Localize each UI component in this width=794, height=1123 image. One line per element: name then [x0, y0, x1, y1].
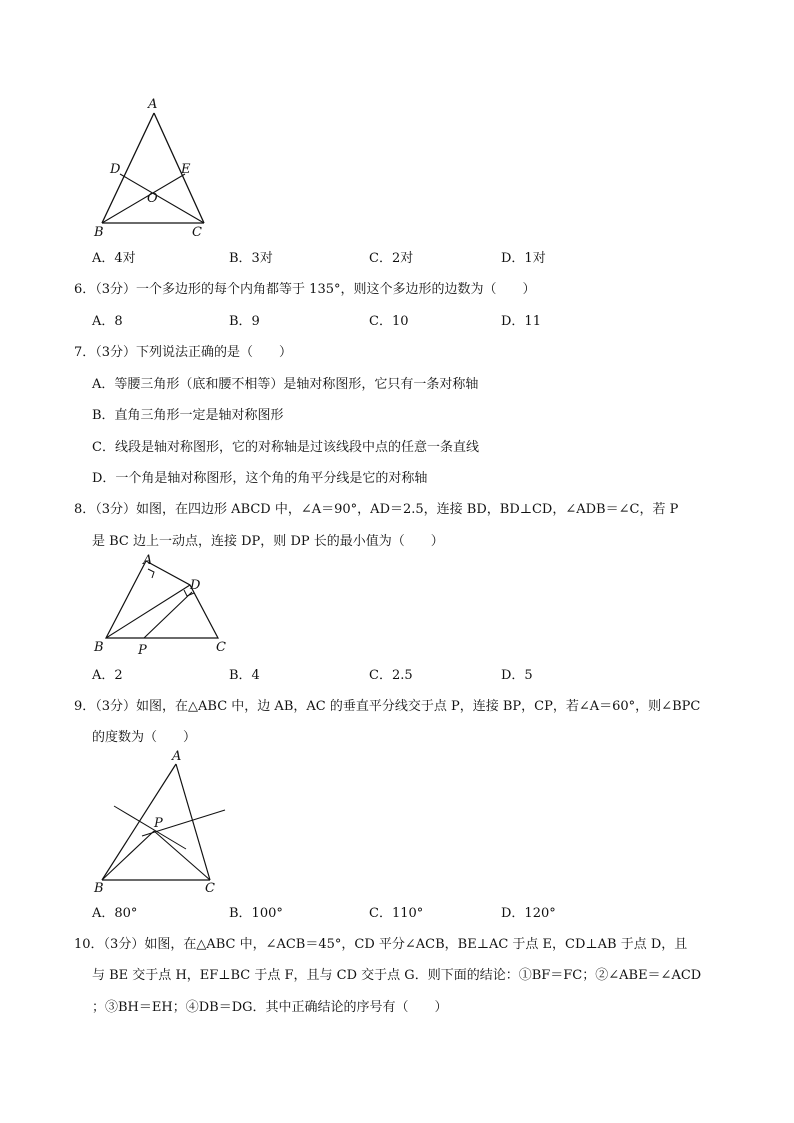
q6-options — [92, 310, 712, 330]
label-B: B — [94, 640, 104, 655]
label-A: A — [172, 749, 182, 764]
label-D: D — [110, 162, 121, 177]
q7-option-b: B．直角三角形一定是轴对称图形 — [92, 408, 284, 423]
label-C: C — [216, 640, 226, 655]
q7-option-a: A．等腰三角形（底和腰不相等）是轴对称图形，它只有一条对称轴 — [92, 377, 479, 392]
q5-option-b: B．3对 — [229, 251, 273, 266]
q8-stem-line2: 是 BC 边上一动点，连接 DP，则 DP 长的最小值为（ ） — [92, 534, 444, 549]
label-P: P — [154, 816, 163, 831]
q7-option-d: D．一个角是轴对称图形，这个角的角平分线是它的对称轴 — [92, 471, 428, 486]
q8-option-a: A．2 — [92, 668, 123, 683]
q9-option-d: D．120° — [501, 906, 556, 921]
label-C: C — [192, 225, 202, 240]
q9-option-a: A．80° — [92, 906, 138, 921]
label-O: O — [147, 191, 158, 206]
label-B: B — [94, 225, 104, 240]
q8-stem-line1: 8．（3分）如图，在四边形 ABCD 中，∠A＝90°，AD＝2.5，连接 BD，BD⊥CD，∠ADB＝∠C，若 P — [74, 502, 679, 517]
q9-stem-line2: 的度数为（ ） — [92, 730, 197, 745]
q9-stem-line1: 9．（3分）如图，在△ABC 中，边 AB，AC 的垂直平分线交于点 P，连接 BP，CP，若∠A＝60°，则∠BPC — [74, 699, 701, 714]
q8-option-c: C．2.5 — [369, 668, 413, 683]
q6-stem: 6．（3分）一个多边形的每个内角都等于 135°，则这个多边形的边数为（ ） — [74, 282, 536, 297]
q8-option-b: B．4 — [229, 668, 260, 683]
triangle-figure-q5 — [88, 95, 218, 240]
q6-option-d: D．11 — [501, 314, 541, 329]
q6-option-c: C．10 — [369, 314, 409, 329]
q9-options — [92, 902, 712, 922]
label-P: P — [138, 643, 147, 658]
q5-option-c: C．2对 — [369, 251, 414, 266]
label-A: A — [143, 553, 153, 568]
triangle-figure-q9 — [88, 744, 238, 894]
q6-option-a: A．8 — [92, 314, 123, 329]
label-D: D — [190, 578, 201, 593]
label-C: C — [205, 881, 215, 896]
q10-stem-line3: ；③BH＝EH；④DB＝DG．其中正确结论的序号有（ ） — [92, 1000, 448, 1015]
q5-options — [92, 247, 712, 267]
q7-stem: 7．（3分）下列说法正确的是（ ） — [74, 345, 293, 360]
label-E: E — [181, 162, 191, 177]
q10-stem-line1: 10．（3分）如图，在△ABC 中，∠ACB＝45°，CD 平分∠ACB，BE⊥AC 于点 E，CD⊥AB 于点 D，且 — [74, 937, 688, 952]
label-B: B — [94, 881, 104, 896]
q10-stem-line2: 与 BE 交于点 H，EF⊥BC 于点 F，且与 CD 交于点 G．则下面的结论：①BF＝FC；②∠ABE＝∠ACD — [92, 968, 702, 983]
label-A: A — [148, 97, 158, 112]
q6-option-b: B．9 — [229, 314, 260, 329]
q8-options — [92, 664, 712, 684]
q9-option-b: B．100° — [229, 906, 283, 921]
q9-option-c: C．110° — [369, 906, 424, 921]
quadrilateral-figure-q8 — [88, 548, 238, 658]
q7-option-c: C．线段是轴对称图形，它的对称轴是过该线段中点的任意一条直线 — [92, 440, 479, 455]
q5-option-a: A．4对 — [92, 251, 136, 266]
q8-option-d: D．5 — [501, 668, 533, 683]
q5-option-d: D．1对 — [501, 251, 546, 266]
